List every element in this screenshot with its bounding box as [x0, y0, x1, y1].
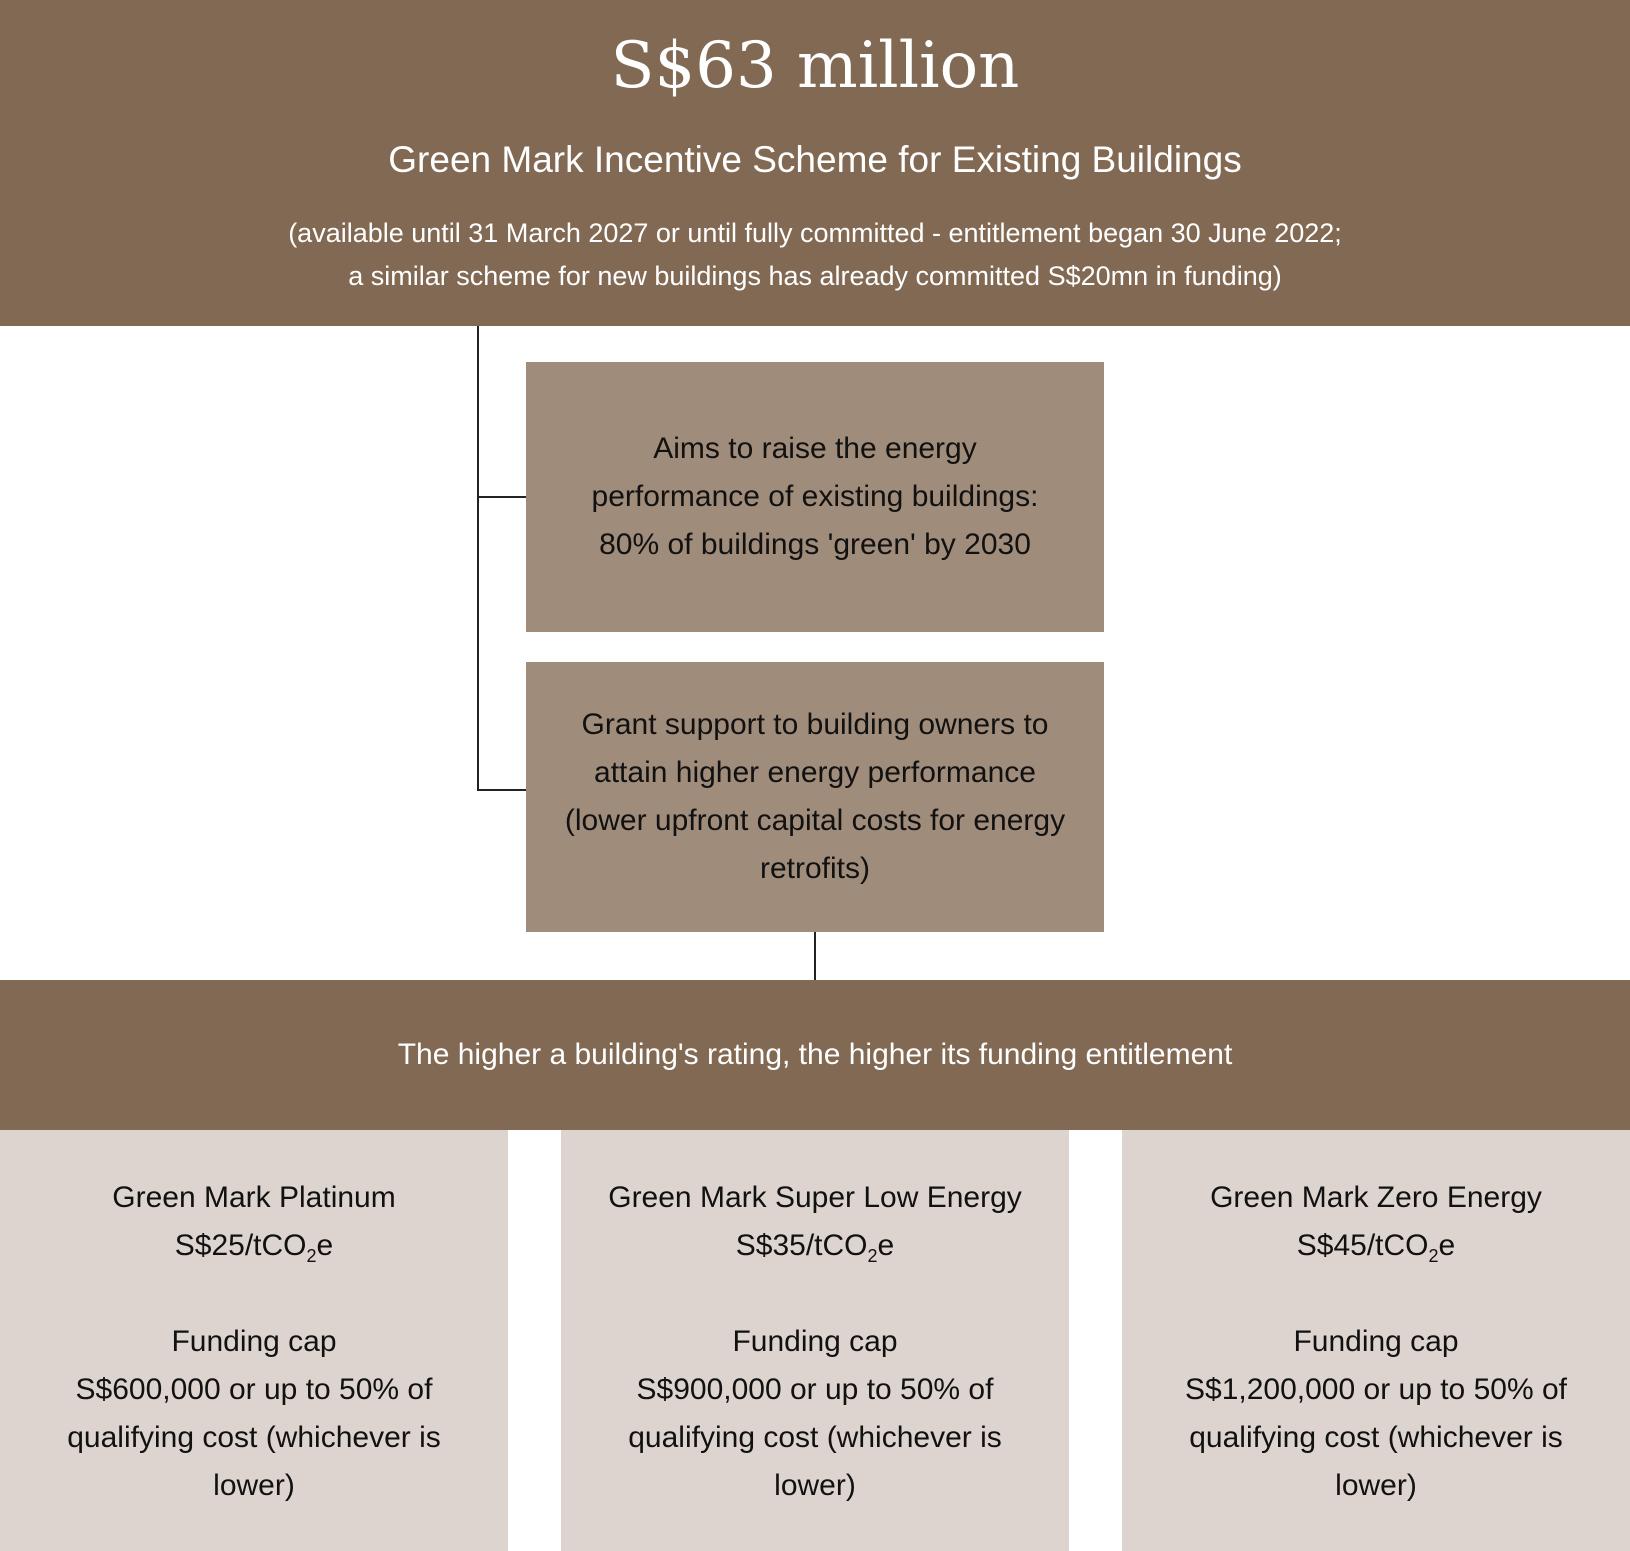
tier-cap-label: Funding cap	[732, 1325, 898, 1358]
tier-name: Green Mark Platinum	[112, 1181, 396, 1214]
aim-box-grant-support	[526, 662, 1104, 932]
tier-cap-label: Funding cap	[1293, 1325, 1459, 1358]
scheme-header	[0, 0, 1630, 326]
tier-cap-label: Funding cap	[171, 1325, 337, 1358]
tier-super-low-energy	[561, 1130, 1069, 1551]
tier-rate: S$35/tCO$_2$e	[735, 1229, 895, 1266]
aim-box-energy-target	[526, 362, 1104, 632]
connector-trunk	[477, 326, 479, 790]
scheme-note-line-2: a similar scheme for new buildings has already committed S$20mn in funding)	[348, 261, 1282, 291]
rating-band: The higher a building's rating, the higher its funding entitlement	[0, 980, 1630, 1130]
tier-platinum	[0, 1130, 508, 1551]
connector-branch-aim	[477, 496, 526, 498]
aim-text: Grant support to building owners to attain higher energy performance (lower upfront capital costs for energy retrofits)	[564, 708, 1066, 885]
tier-name: Green Mark Super Low Energy	[608, 1181, 1022, 1214]
scheme-title: Green Mark Incentive Scheme for Existing Buildings	[388, 139, 1242, 180]
connector-branch-grant	[477, 789, 526, 791]
tier-cap-text: S$1,200,000 or up to 50% of qualifying cost (whichever is lower)	[1185, 1373, 1567, 1502]
scheme-note	[0, 212, 1630, 298]
tier-name: Green Mark Zero Energy	[1210, 1181, 1542, 1214]
tier-cap-text: S$900,000 or up to 50% of qualifying cost (whichever is lower)	[628, 1373, 1002, 1502]
scheme-note-line-1: (available until 31 March 2027 or until fully committed - entitlement began 30 June 2022;	[288, 218, 1342, 248]
tier-rate: S$25/tCO$_2$e	[174, 1229, 334, 1266]
connector-to-band	[814, 932, 816, 980]
aim-text: Aims to raise the energy performance of existing buildings: 80% of buildings 'green' by 2030	[591, 432, 1039, 561]
tier-zero-energy	[1122, 1130, 1630, 1551]
funding-amount: S$63 million	[610, 29, 1020, 103]
tier-cap-text: S$600,000 or up to 50% of qualifying cost (whichever is lower)	[67, 1373, 441, 1502]
tier-rate: S$45/tCO$_2$e	[1296, 1229, 1456, 1266]
